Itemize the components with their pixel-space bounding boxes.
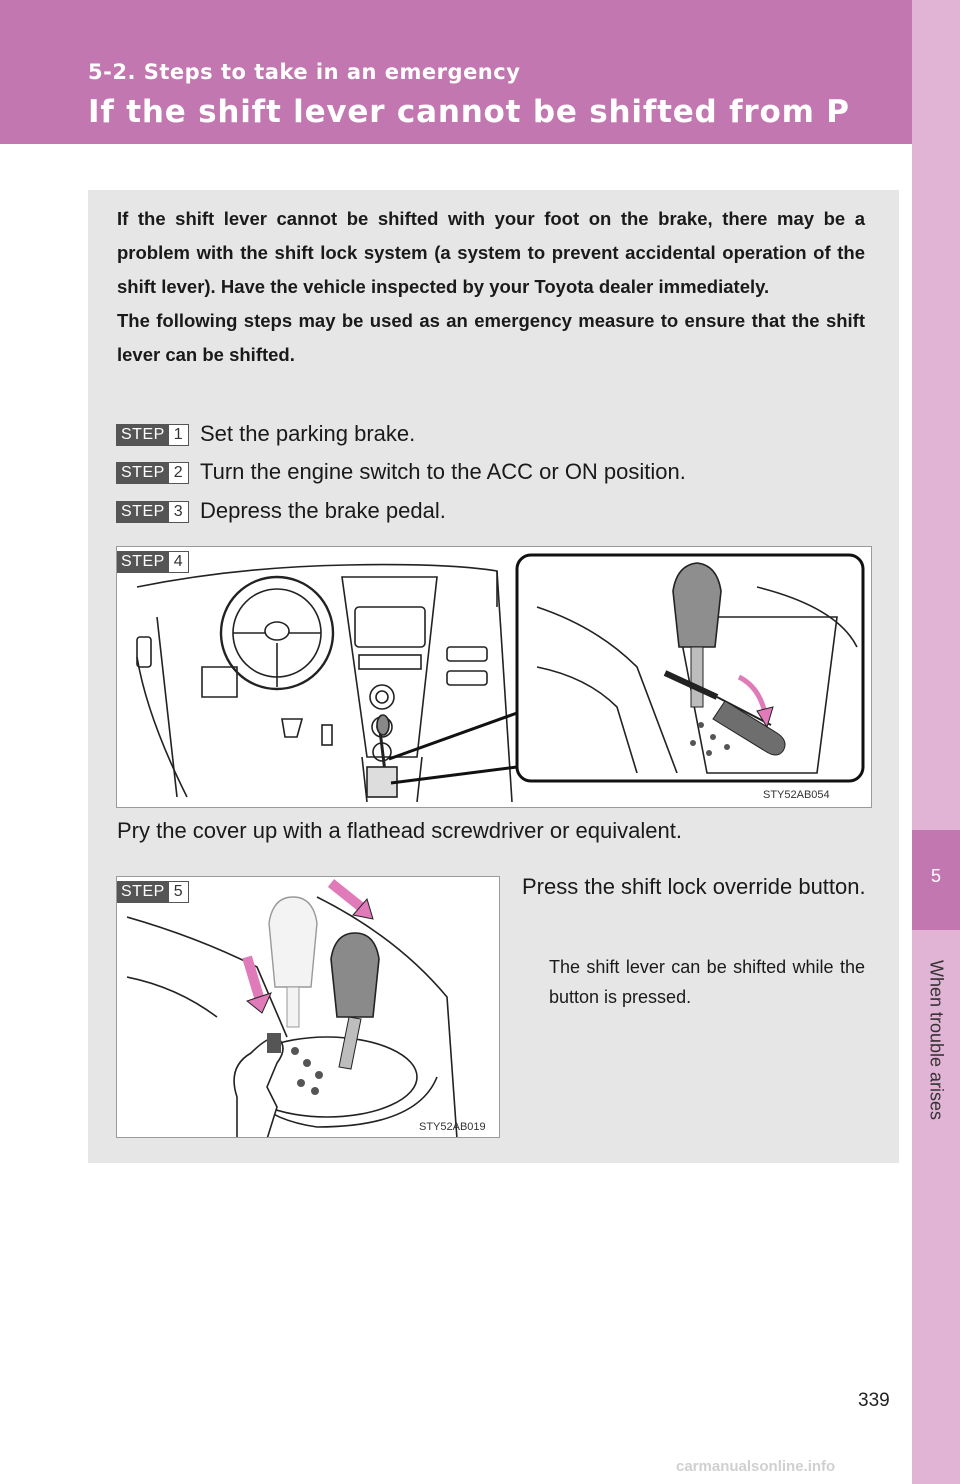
override-illustration	[117, 877, 500, 1138]
step-1-text: Set the parking brake.	[200, 421, 416, 446]
page-title: If the shift lever cannot be shifted from P	[88, 94, 850, 130]
step-4-badge	[116, 551, 189, 573]
figure-code-5: STY52AB019	[419, 1121, 486, 1133]
figure-code-4: STY52AB054	[763, 789, 830, 801]
figure-shift-lock-override	[116, 876, 500, 1138]
page-number: 339	[858, 1390, 890, 1411]
page-header	[0, 0, 912, 144]
chapter-tab-strip	[912, 0, 960, 1484]
intro-paragraph-2: The following steps may be used as an emergency measure to ensure that the shift lever can be shifted.	[117, 310, 865, 365]
figure-dashboard-shift-lever	[116, 546, 872, 808]
chapter-number: 5	[930, 866, 941, 886]
step-2-badge	[116, 462, 189, 484]
step-badge-number: 4	[173, 553, 183, 570]
dashboard-illustration	[117, 547, 872, 808]
intro-paragraph-1: If the shift lever cannot be shifted with your foot on the brake, there may be a problem with the shift lock system (a system to prevent accidental operation of the shift lever). Have the vehicle inspected by your Toyota dealer immediately.	[117, 208, 865, 297]
step-badge-number: 5	[173, 883, 183, 900]
step-badge-number: 3	[173, 503, 183, 520]
step-badge-label: STEP	[117, 552, 169, 572]
step-5-text: Press the shift lock override button.	[522, 874, 866, 899]
step-5-note: The shift lever can be shifted while the button is pressed.	[549, 957, 865, 1007]
step-2-text: Turn the engine switch to the ACC or ON position.	[200, 459, 686, 484]
step-1-badge	[116, 424, 189, 446]
step-4-text: Pry the cover up with a flathead screwdriver or equivalent.	[117, 818, 682, 843]
step-badge-label: STEP	[117, 463, 169, 483]
chapter-label: When trouble arises	[926, 959, 947, 1121]
intro-text	[117, 202, 865, 372]
step-5-badge	[116, 881, 189, 903]
step-badge-label: STEP	[117, 425, 169, 445]
section-heading: 5-2. Steps to take in an emergency	[88, 60, 521, 84]
watermark: carmanualsonline.info	[676, 1458, 836, 1475]
step-badge-label: STEP	[117, 502, 169, 522]
step-badge-label: STEP	[117, 882, 169, 902]
step-3-text: Depress the brake pedal.	[200, 498, 446, 523]
step-badge-number: 1	[173, 426, 183, 443]
step-badge-number: 2	[173, 464, 183, 481]
step-3-badge	[116, 501, 189, 523]
